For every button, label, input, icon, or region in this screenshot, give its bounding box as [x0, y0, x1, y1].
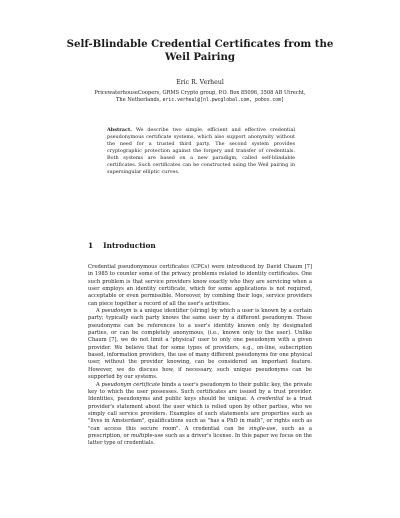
paragraph-1: Credential pseudonymous certificates (CPCs) were introduced by David Chaum [7] in 1985 to counter some of the privacy problems related to identity certificates. One such problem is that service providers know exactly who they are servicing when a user employs an identity certificate, which for some applications is not required, acceptable or even permissible. Moreover, by combing their logs, service providers can piece together a record of all the user's activities.: [88, 264, 312, 307]
abstract: [107, 127, 295, 176]
abstract-label: Abstract.: [107, 127, 132, 133]
affiliation-line-2: [70, 97, 330, 104]
paper-title: Self-Blindable Credential Certificates from the Weil Pairing: [66, 38, 334, 63]
author-email: eric.verheul@[nl.pwcglobal.com, pobox.com]: [162, 98, 284, 104]
paragraph-3-text-c: , such as a prescription, or: [88, 425, 312, 439]
paragraph-3-lead: A: [96, 381, 102, 388]
term-pseudonym: pseudonym: [101, 308, 132, 315]
paper-affiliation: [70, 90, 330, 105]
affiliation-country: The Netherlands,: [116, 97, 163, 104]
paper-author: Eric R. Verheul: [176, 79, 224, 86]
paragraph-3: [88, 382, 312, 448]
paragraph-3-text-b: is a trust provider's statement about the user which is relied upon by other parties, who we simply call service providers. Examples of such statements are properties such as "lives in Amsterdam", qualifications such as "has a PhD in math", or rights such as "can access this secure room". A credential can be: [88, 396, 312, 432]
section-title: Introduction: [103, 241, 156, 250]
term-single-use: single-use: [249, 425, 276, 432]
paragraph-3-text-d: such as a driver's license. In this paper we focus on the latter type of credentials.: [88, 432, 313, 447]
paragraph-3-text-a: binds a user's pseudonym to their public key, the private key to which the user possesses. Such certificates are issued by a trust provider. Identities, pseudonyms and public keys should be unique. A: [88, 381, 312, 403]
term-pseudonym-certificate: pseudonym certificate: [101, 381, 161, 388]
paragraph-2-lead: A: [96, 308, 102, 315]
term-credential: credential: [257, 396, 284, 403]
section-heading: [88, 241, 156, 250]
section-number: 1: [88, 241, 94, 250]
section-body: [88, 264, 312, 448]
affiliation-line-1: PricewaterhouseCoopers, GRMS Crypto group, P.O. Box 85096, 3508 AB Utrecht,: [94, 90, 306, 96]
paragraph-2-text: is a unique identifier (string) by which a user is known by a certain party; typically each party knows the same user by a different pseudonym. These pseudonyms can be references to a user's identity known only by designated parties, or can be completely anonymous, (i.e., known only to the user). Unlike Chaum [7], we do not limit a 'physical' user to only one pseudonym with a given provider. We believe that for some types of providers, e.g., on-line, subscription based, information providers, the use of many different pseudonyms for one physical user, without the provider knowing, can be considered an important feature. However, we do discuss how, if necessary, such unique pseudonyms can be supported by our systems.: [88, 308, 312, 381]
term-multiple-use: multiple-use: [130, 432, 164, 439]
paragraph-2: [88, 308, 312, 381]
abstract-text: We describe two simple, efficient and effective credential pseudonymous certificate systems, which also support anonymity without the need for a trusted third party. The second system provides cryptographic protection against the forgery and transfer of credentials. Both systems are based on a new paradigm, called self-blindable certificates. Such certificates can be constructed using the Weil pairing in supersingular elliptic curves.: [107, 127, 295, 175]
